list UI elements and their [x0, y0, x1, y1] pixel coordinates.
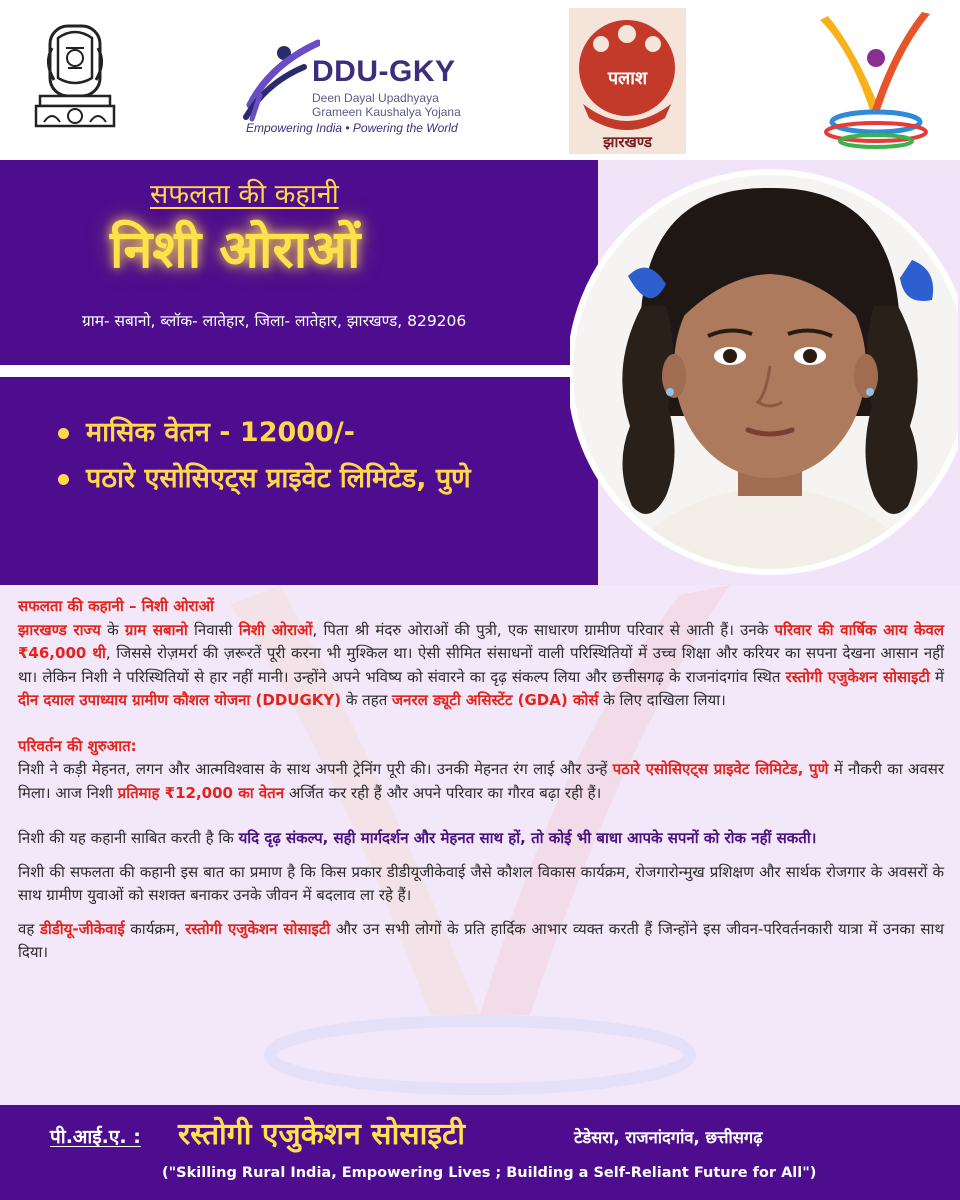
body-text: के तहत [341, 691, 393, 709]
highlight-text: जनरल ड्यूटी असिस्टेंट (GDA) कोर्स [392, 691, 599, 709]
pia-name: रस्तोगी एजुकेशन सोसाइटी [178, 1117, 466, 1152]
story-paragraph-impact [18, 861, 944, 908]
footer-banner [0, 1105, 960, 1200]
body-text: निशी की यह कहानी साबित करती है कि [18, 829, 239, 847]
ddugky-logo [240, 35, 470, 135]
body-text: , पिता श्री मंदरु ओराओं की पुत्री, एक साधारण ग्रामीण परिवार से आती हैं। उनके [312, 620, 775, 639]
transformation-heading: परिवर्तन की शुरुआत: [18, 736, 137, 755]
highlight-text: दीन दयाल उपाध्याय ग्रामीण कौशल योजना (DDUGKY) [18, 691, 342, 709]
story-paragraph-intro [18, 619, 944, 713]
national-emblem-logo [30, 18, 120, 138]
body-text: में [929, 667, 944, 686]
portrait-photo [570, 166, 958, 586]
pia-label: पी.आई.ए. : [50, 1126, 141, 1148]
pia-location: टेडेसरा, राजनांदगांव, छत्तीसगढ़ [574, 1128, 763, 1147]
highlight-text: निशी ओराओं [238, 620, 313, 639]
hero-bullets [58, 410, 568, 502]
ddugky-subtitle-line1: Deen Dayal Upadhyaya [312, 91, 439, 105]
ddugky-tagline: Empowering India • Powering the World [246, 121, 458, 135]
palash-logo-text: पलाश [607, 68, 648, 89]
body-text: में नौकरी का अवसर मिला। आज निशी [18, 760, 944, 802]
footer-tagline: ("Skilling Rural India, Empowering Lives ; Building a Self-Reliant Future for All") [162, 1165, 817, 1181]
body-text: वह [18, 919, 40, 938]
body-text: और उन सभी लोगों के प्रति हार्दिक आभार व्यक्त करती हैं जिन्होंने इस जीवन-परिवर्तनकारी यात्रा में उनका साथ दिया। [18, 919, 944, 961]
highlight-text: झारखण्ड राज्य [18, 620, 101, 639]
story-paragraph-message [18, 827, 944, 851]
highlight-text: रस्तोगी एजुकेशन सोसाइटी [185, 919, 331, 938]
story-paragraph-gratitude [18, 918, 944, 965]
highlight-text: यदि दृढ़ संकल्प, सही मार्गदर्शन और मेहनत साथ हों, तो कोई भी बाधा आपके सपनों को रोक नहीं सकती। [238, 829, 817, 847]
body-text: के [100, 620, 125, 639]
body-text: निशी ने कड़ी मेहनत, लगन और आत्मविश्वास के साथ अपनी ट्रेनिंग पूरी की। उनकी मेहनत रंग लाई और उन्हें [18, 760, 613, 778]
highlight-text: प्रतिमाह ₹12,000 का वेतन [117, 783, 285, 802]
story-heading: सफलता की कहानी [150, 179, 339, 210]
palash-logo [569, 8, 686, 154]
salary-bullet: मासिक वेतन - 12000/- [58, 410, 568, 456]
highlight-text: परिवार की वार्षिक आय केवल ₹46,000 थी [18, 620, 945, 662]
highlight-text: ग्राम सबानो [124, 620, 188, 639]
employer-bullet: पठारे एसोसिएट्स प्राइवेट लिमिटेड, पुणे [58, 456, 568, 502]
body-text: के लिए दाखिला लिया। [598, 691, 726, 709]
v-swoosh-logo [810, 10, 940, 150]
ddugky-name: DDU-GKY [312, 55, 456, 88]
highlight-text: रस्तोगी एजुकेशन सोसाइटी [785, 667, 930, 686]
body-text: निवासी [187, 620, 239, 639]
hero-divider [0, 365, 598, 377]
logo-header [0, 0, 960, 160]
story-title: सफलता की कहानी – निशी ओराओं [18, 597, 214, 615]
ddugky-subtitle-line2: Grameen Kaushalya Yojana [312, 105, 461, 119]
highlight-text: डीडीयू-जीकेवाई [39, 919, 125, 938]
story-content [18, 595, 944, 965]
hero-name: निशी ओराओं [110, 220, 361, 280]
hero-address: ग्राम- सबानो, ब्लॉक- लातेहार, जिला- लातेहार, झारखण्ड, 829206 [82, 312, 467, 330]
body-text: निशी की सफलता की कहानी इस बात का प्रमाण है कि किस प्रकार डीडीयूजीकेवाई जैसे कौशल विकास कार्यक्रम, रोजगारोन्मुख प्रशिक्षण और सार्थक रोजगार के अवसरों के साथ ग्रामीण युवाओं को सशक्त बनाकर उनके जीवन में बदलाव ला रहे हैं। [18, 862, 944, 904]
body-text: कार्यक्रम, [124, 919, 186, 938]
story-paragraph-transformation [18, 758, 944, 805]
palash-logo-state: झारखण्ड [603, 133, 652, 151]
ddugky-runner-icon [240, 35, 320, 125]
body-text: , जिससे रोज़मर्रा की ज़रूरतें पूरी करना भी मुश्किल था। ऐसी सीमित संसाधनों वाली परिस्थितियों में उच्च शिक्षा और करियर का सपना देखना आसान नहीं था। लेकिन निशी ने परिस्थितियों से हार नहीं मानी। उन्होंने अपने भविष्य को संवारने का दृढ़ संकल्प लिया और छत्तीसगढ़ के राजनांदगांव स्थित [18, 644, 945, 686]
body-text: अर्जित कर रही हैं और अपने परिवार का गौरव बढ़ा रही हैं। [284, 783, 602, 802]
highlight-text: पठारे एसोसिएट्स प्राइवेट लिमिटेड, पुणे [612, 760, 829, 778]
